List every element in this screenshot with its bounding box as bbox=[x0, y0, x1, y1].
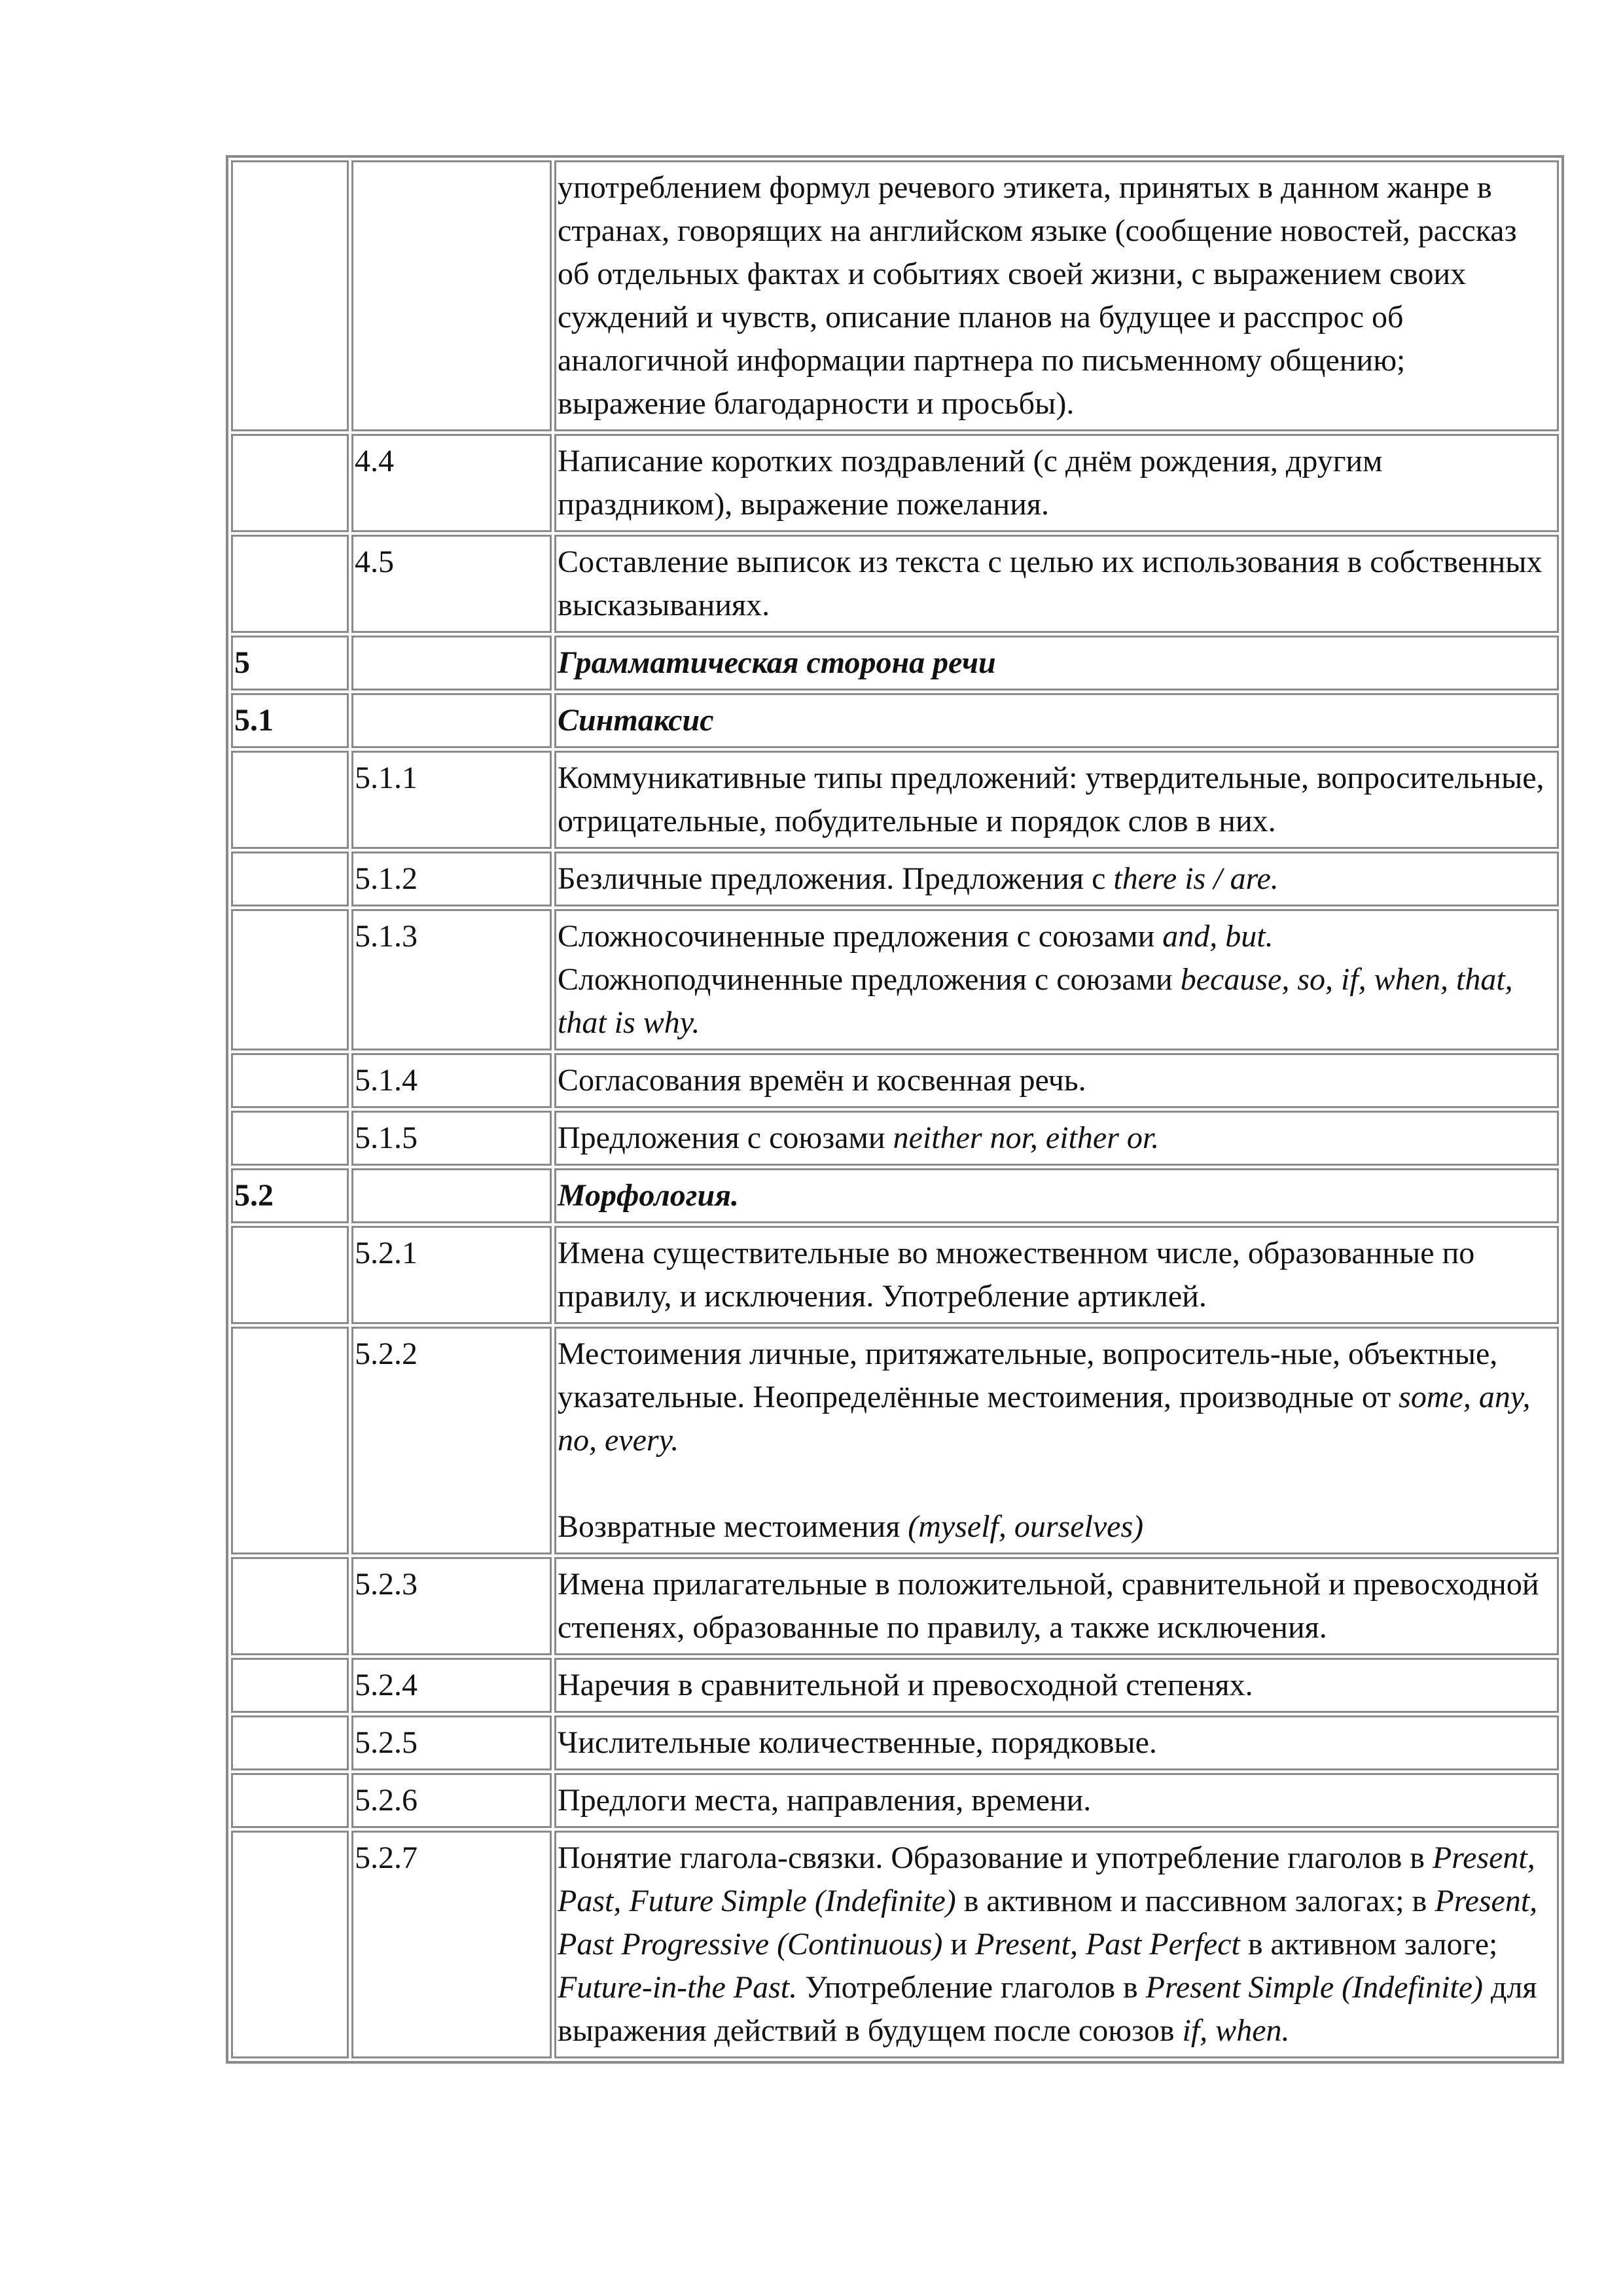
italic-term: because, so, if, when, that, that is why. bbox=[558, 962, 1513, 1040]
item-number-cell: 5.1.4 bbox=[351, 1053, 552, 1108]
content-cell bbox=[554, 852, 1559, 906]
section-number-cell bbox=[231, 160, 349, 431]
content-cell bbox=[554, 1831, 1559, 2058]
section-number-cell: 5.2 bbox=[231, 1168, 349, 1223]
text-segment: Составление выписок из текста с целью их использования в собственных высказываниях. bbox=[558, 545, 1543, 622]
item-number-cell: 5.1.3 bbox=[351, 909, 552, 1050]
italic-term: if, when. bbox=[1182, 2013, 1290, 2048]
section-number-cell: 5.1 bbox=[231, 693, 349, 748]
paragraph-gap bbox=[558, 1462, 1554, 1505]
table-row bbox=[231, 1715, 1559, 1770]
table-row bbox=[231, 160, 1559, 431]
text-segment: Согласования времён и косвенная речь. bbox=[558, 1063, 1086, 1098]
section-row bbox=[231, 1168, 1559, 1223]
text-segment: Сложноподчиненные предложения с союзами bbox=[558, 962, 1181, 997]
italic-term: some, any, no, every. bbox=[558, 1380, 1531, 1458]
section-number-cell: 5 bbox=[231, 636, 349, 691]
section-number-cell bbox=[231, 852, 349, 906]
item-number-cell: 5.2.6 bbox=[351, 1773, 552, 1828]
section-number-cell bbox=[231, 909, 349, 1050]
italic-term: Present, Past Perfect bbox=[975, 1927, 1240, 1962]
text-segment: Безличные предложения. Предложения с bbox=[558, 861, 1114, 896]
table-row bbox=[231, 1557, 1559, 1655]
italic-term: Present, Past Progressive (Continuous) bbox=[558, 1884, 1538, 1962]
content-cell bbox=[554, 1557, 1559, 1655]
text-segment: Употребление глаголов в bbox=[797, 1970, 1146, 2005]
text-segment: Возвратные местоимения bbox=[558, 1509, 908, 1544]
section-number-cell bbox=[231, 1715, 349, 1770]
section-number-cell bbox=[231, 1053, 349, 1108]
text-segment: в активном залоге; bbox=[1240, 1927, 1498, 1962]
item-number-cell: 4.5 bbox=[351, 535, 552, 633]
table-row bbox=[231, 1658, 1559, 1713]
table-row bbox=[231, 1831, 1559, 2058]
item-number-cell: 5.2.3 bbox=[351, 1557, 552, 1655]
table-row bbox=[231, 1111, 1559, 1166]
section-title-cell bbox=[554, 636, 1559, 691]
content-cell bbox=[554, 1658, 1559, 1713]
item-number-cell: 4.4 bbox=[351, 434, 552, 532]
item-number-cell bbox=[351, 160, 552, 431]
content-cell bbox=[554, 1226, 1559, 1324]
text-segment: Предложения с союзами bbox=[558, 1121, 893, 1155]
italic-term: there is / are. bbox=[1113, 861, 1279, 896]
table-row bbox=[231, 1327, 1559, 1554]
item-number-cell bbox=[351, 693, 552, 748]
content-cell bbox=[554, 1053, 1559, 1108]
content-cell bbox=[554, 1773, 1559, 1828]
table-row bbox=[231, 909, 1559, 1050]
curriculum-table bbox=[226, 155, 1564, 2064]
text-segment: Грамматическая сторона речи bbox=[558, 645, 996, 680]
section-number-cell bbox=[231, 1111, 349, 1166]
content-cell bbox=[554, 1715, 1559, 1770]
content-cell bbox=[554, 1111, 1559, 1166]
content-cell bbox=[554, 160, 1559, 431]
section-number-cell bbox=[231, 1658, 349, 1713]
section-title-cell bbox=[554, 1168, 1559, 1223]
table-row bbox=[231, 1773, 1559, 1828]
content-cell bbox=[554, 1327, 1559, 1554]
section-number-cell bbox=[231, 535, 349, 633]
table-row bbox=[231, 535, 1559, 633]
section-number-cell bbox=[231, 1557, 349, 1655]
text-segment: для выражения действий в будущем после союзов bbox=[558, 1970, 1537, 2048]
table-row bbox=[231, 1053, 1559, 1108]
text-segment: Числительные количественные, порядковые. bbox=[558, 1725, 1157, 1760]
table-row bbox=[231, 1226, 1559, 1324]
italic-term: Present Simple (Indefinite) bbox=[1145, 1970, 1484, 2005]
section-number-cell bbox=[231, 751, 349, 849]
text-segment: Предлоги места, направления, времени. bbox=[558, 1783, 1092, 1818]
item-number-cell: 5.2.2 bbox=[351, 1327, 552, 1554]
text-segment: Местоимения личные, притяжательные, вопроситель-ные, объектные, указательные. Неопределённые местоимения, производные от bbox=[558, 1336, 1498, 1414]
item-number-cell: 5.2.1 bbox=[351, 1226, 552, 1324]
table-row bbox=[231, 751, 1559, 849]
item-number-cell bbox=[351, 636, 552, 691]
content-cell bbox=[554, 434, 1559, 532]
item-number-cell: 5.1.1 bbox=[351, 751, 552, 849]
content-cell bbox=[554, 909, 1559, 1050]
section-row bbox=[231, 693, 1559, 748]
section-number-cell bbox=[231, 434, 349, 532]
table-row bbox=[231, 852, 1559, 906]
content-cell bbox=[554, 751, 1559, 849]
content-cell bbox=[554, 535, 1559, 633]
item-number-cell: 5.1.5 bbox=[351, 1111, 552, 1166]
text-segment: Сложносочиненные предложения с союзами bbox=[558, 919, 1163, 954]
italic-term: Future-in-the Past. bbox=[558, 1970, 798, 2005]
section-number-cell bbox=[231, 1327, 349, 1554]
text-segment: Коммуникативные типы предложений: утвердительные, вопросительные, отрицательные, побудительные и порядок слов в них. bbox=[558, 761, 1544, 838]
section-number-cell bbox=[231, 1773, 349, 1828]
text-segment: и bbox=[942, 1927, 976, 1962]
text-segment: Морфология. bbox=[558, 1178, 739, 1213]
section-title-cell bbox=[554, 693, 1559, 748]
text-segment: употреблением формул речевого этикета, принятых в данном жанре в странах, говорящих на английском языке (сообщение новостей, рассказ об отдельных фактах и событиях своей жизни, с выражением своих суждений и чувств, описание планов на будущее и расспрос об аналогичной информации партнера по письменному общению; выражение благодарности и просьбы). bbox=[558, 170, 1517, 421]
item-number-cell: 5.2.7 bbox=[351, 1831, 552, 2058]
italic-term: neither nor, either or. bbox=[893, 1121, 1160, 1155]
section-number-cell bbox=[231, 1226, 349, 1324]
text-segment: Имена прилагательные в положительной, сравнительной и превосходной степенях, образованные по правилу, а также исключения. bbox=[558, 1567, 1539, 1645]
item-number-cell bbox=[351, 1168, 552, 1223]
section-number-cell bbox=[231, 1831, 349, 2058]
text-segment: Наречия в сравнительной и превосходной степенях. bbox=[558, 1668, 1253, 1702]
text-segment: Имена существительные во множественном числе, образованные по правилу, и исключения. Употребление артиклей. bbox=[558, 1236, 1475, 1314]
italic-term: (myself, ourselves) bbox=[908, 1509, 1144, 1544]
text-segment: в активном и пассивном залогах; в bbox=[955, 1884, 1435, 1918]
item-number-cell: 5.2.5 bbox=[351, 1715, 552, 1770]
curriculum-table-body bbox=[231, 160, 1559, 2058]
table-row bbox=[231, 434, 1559, 532]
text-segment: Синтаксис bbox=[558, 703, 714, 738]
item-number-cell: 5.2.4 bbox=[351, 1658, 552, 1713]
text-segment: Написание коротких поздравлений (с днём рождения, другим праздником), выражение пожелания. bbox=[558, 444, 1383, 522]
item-number-cell: 5.1.2 bbox=[351, 852, 552, 906]
italic-term: Present, Past, Future Simple (Indefinite) bbox=[558, 1840, 1535, 1918]
italic-term: and, but. bbox=[1162, 919, 1274, 954]
text-segment: Понятие глагола-связки. Образование и употребление глаголов в bbox=[558, 1840, 1433, 1875]
section-row bbox=[231, 636, 1559, 691]
